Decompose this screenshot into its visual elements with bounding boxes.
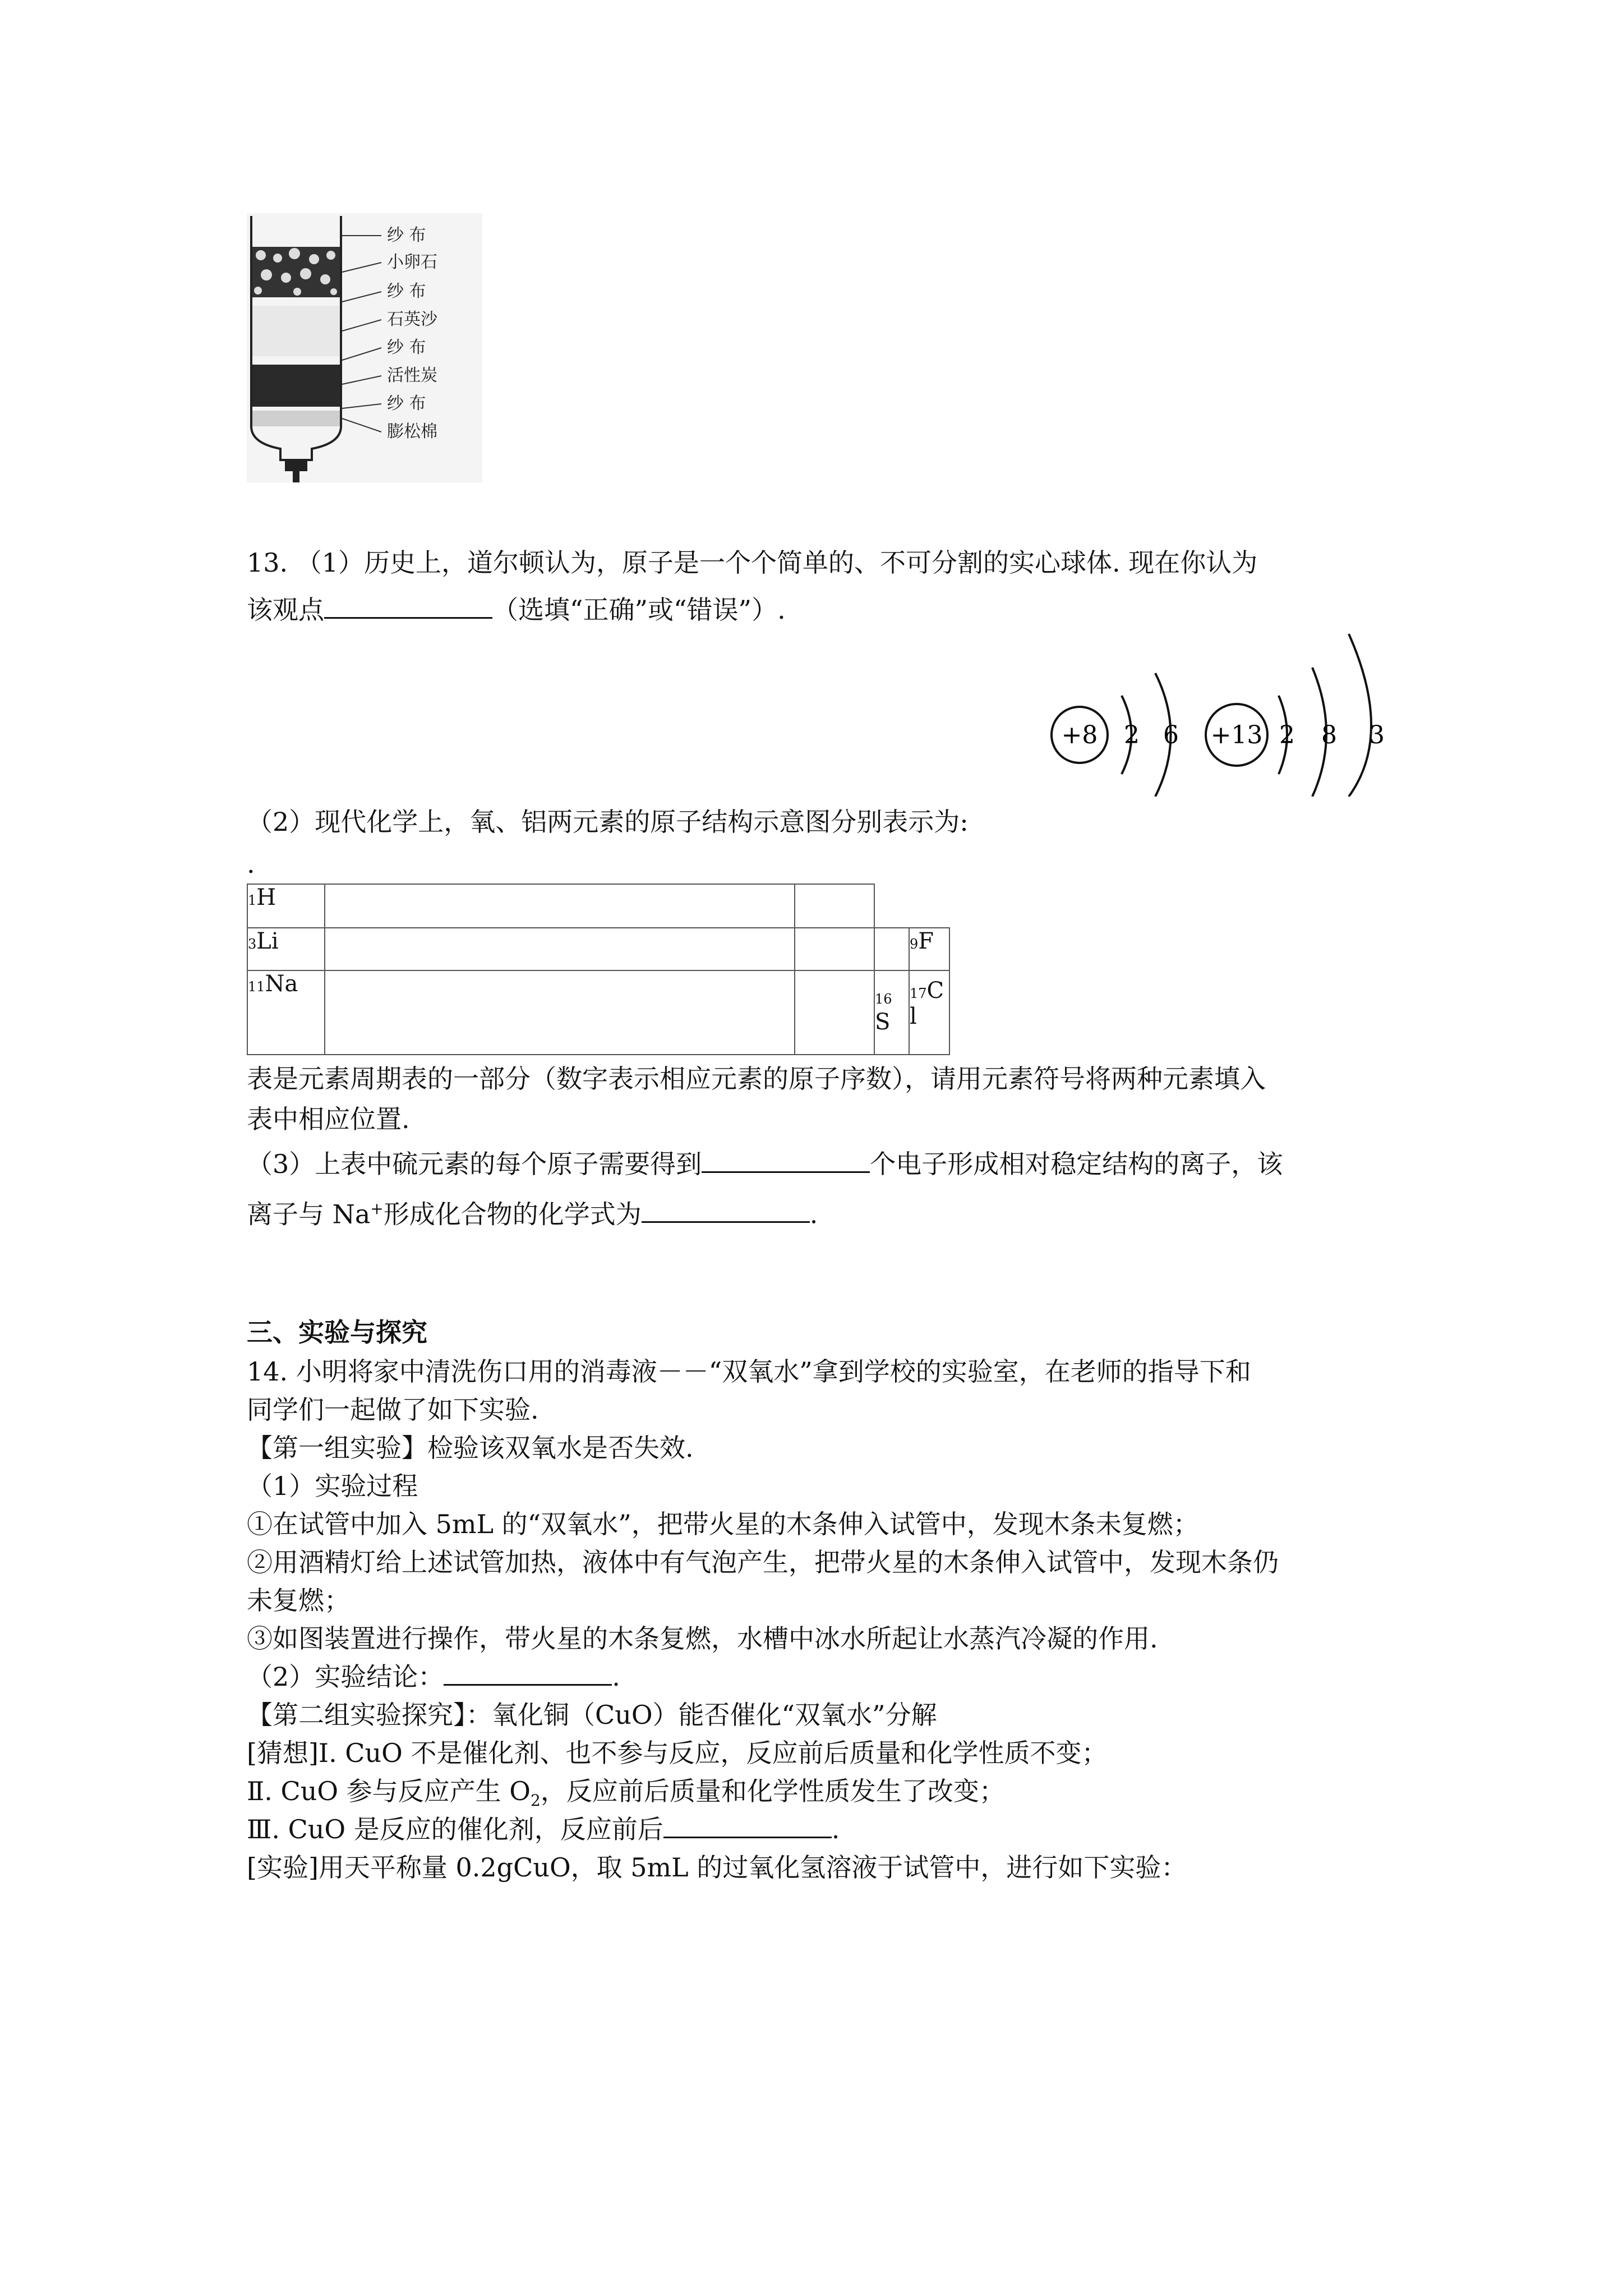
q14-line10: 【第二组实验探究】：氧化铜（CuO）能否催化“双氧水”分解 — [247, 1700, 937, 1730]
cell-F: 9F — [909, 928, 949, 970]
q13-line2 — [247, 590, 786, 629]
filter-label: 膨松棉 — [387, 422, 437, 441]
cell-empty[interactable] — [325, 970, 795, 1055]
cell-Cl: 17C l — [909, 970, 949, 1055]
periodic-table-fragment — [247, 884, 950, 1055]
cell-Li: 3Li — [247, 928, 325, 970]
oxygen-shell-2: 6 — [1163, 721, 1179, 749]
cell-empty[interactable] — [325, 884, 795, 928]
atom-structure-diagrams — [1043, 628, 1402, 799]
oxygen-nucleus: +8 — [1061, 721, 1098, 749]
q14-line5: ①在试管中加入 5mL 的“双氧水”，把带火星的木条伸入试管中，发现木条未复燃； — [247, 1509, 1199, 1539]
q14-line3: 【第一组实验】检验该双氧水是否失效. — [247, 1433, 694, 1463]
aluminum-shell-2: 8 — [1321, 721, 1337, 749]
q13-table-line1: 表是元素周期表的一部分（数字表示相应元素的原子序数），请用元素符号将两种元素填入 — [247, 1064, 1266, 1094]
filter-label: 纱 布 — [387, 282, 426, 301]
filter-tube-drawing — [247, 213, 482, 482]
answer-blank[interactable] — [444, 1658, 612, 1686]
q14-line14: [实验]用天平称量 0.2gCuO，取 5mL 的过氧化氢溶液于试管中，进行如下实验： — [247, 1852, 1187, 1883]
q14-line6: ②用酒精灯给上述试管加热，液体中有气泡产生，把带火星的木条伸入试管中，发现木条仍 — [247, 1547, 1279, 1577]
answer-blank[interactable] — [702, 1145, 870, 1173]
filter-label: 纱 布 — [387, 338, 426, 357]
filter-label: 纱 布 — [387, 226, 426, 245]
answer-blank[interactable] — [663, 1811, 832, 1838]
cell-empty[interactable] — [874, 928, 909, 970]
oxygen-shell-1: 2 — [1124, 721, 1140, 749]
q14-line9: （2）实验结论： . — [247, 1657, 620, 1696]
filter-label: 纱 布 — [387, 394, 426, 413]
cell-H: 1H — [247, 884, 325, 928]
q13-text: 该观点 — [247, 595, 324, 625]
q13-part2: （2）现代化学上，氧、铝两元素的原子结构示意图分别表示为: — [247, 807, 969, 837]
filter-label: 活性炭 — [387, 366, 437, 385]
cell-empty[interactable] — [795, 884, 874, 928]
aluminum-shell-1: 2 — [1279, 721, 1295, 749]
q13-part3-line2: 离子与 Na+形成化合物的化学式为 . — [247, 1189, 818, 1234]
filter-label: 小卵石 — [387, 252, 437, 272]
answer-blank[interactable] — [324, 591, 492, 619]
q14-line2: 同学们一起做了如下实验. — [247, 1395, 539, 1425]
q13-dot: . — [247, 849, 255, 879]
q14-line7: 未复燃； — [247, 1585, 350, 1616]
atom-diagrams-svg — [1043, 628, 1402, 797]
aluminum-nucleus: +13 — [1210, 721, 1263, 749]
q14-line8: ③如图装置进行操作，带火星的木条复燃，水槽中冰水所起让水蒸汽冷凝的作用. — [247, 1623, 1158, 1654]
q14-line4: （1）实验过程 — [247, 1471, 418, 1501]
water-filter-figure — [247, 213, 482, 485]
q13-part3-line1: （3）上表中硫元素的每个原子需要得到 个电子形成相对稳定结构的离子，该 — [247, 1144, 1283, 1184]
q14-line12: Ⅱ. CuO 参与反应产生 $O_2$，反应前后质量和化学性质发生了改变； — [247, 1776, 1005, 1810]
answer-blank[interactable] — [642, 1195, 810, 1223]
section-heading: 三、实验与探究 — [247, 1317, 427, 1347]
cell-S: 16 S — [874, 970, 909, 1055]
filter-label: 石英沙 — [387, 310, 437, 329]
cell-Na: 11Na — [247, 970, 325, 1055]
cell-empty[interactable] — [795, 928, 874, 970]
q13-line1: 13. （1）历史上，道尔顿认为，原子是一个个简单的、不可分割的实心球体. 现在你认为 — [247, 547, 1258, 578]
q14-line13: Ⅲ. CuO 是反应的催化剂，反应前后 . — [247, 1810, 840, 1849]
q14-line11: [猜想]Ⅰ. CuO 不是催化剂、也不参与反应，反应前后质量和化学性质不变； — [247, 1738, 1108, 1768]
q13-text: （选填“正确”或“错误”）. — [492, 595, 786, 625]
q13-table-line2: 表中相应位置. — [247, 1104, 410, 1134]
cell-empty[interactable] — [795, 970, 874, 1055]
aluminum-shell-3: 3 — [1369, 721, 1385, 749]
cell-empty[interactable] — [325, 928, 795, 970]
q14-line1: 14. 小明将家中清洗伤口用的消毒液－－“双氧水”拿到学校的实验室，在老师的指导下和 — [247, 1356, 1251, 1387]
